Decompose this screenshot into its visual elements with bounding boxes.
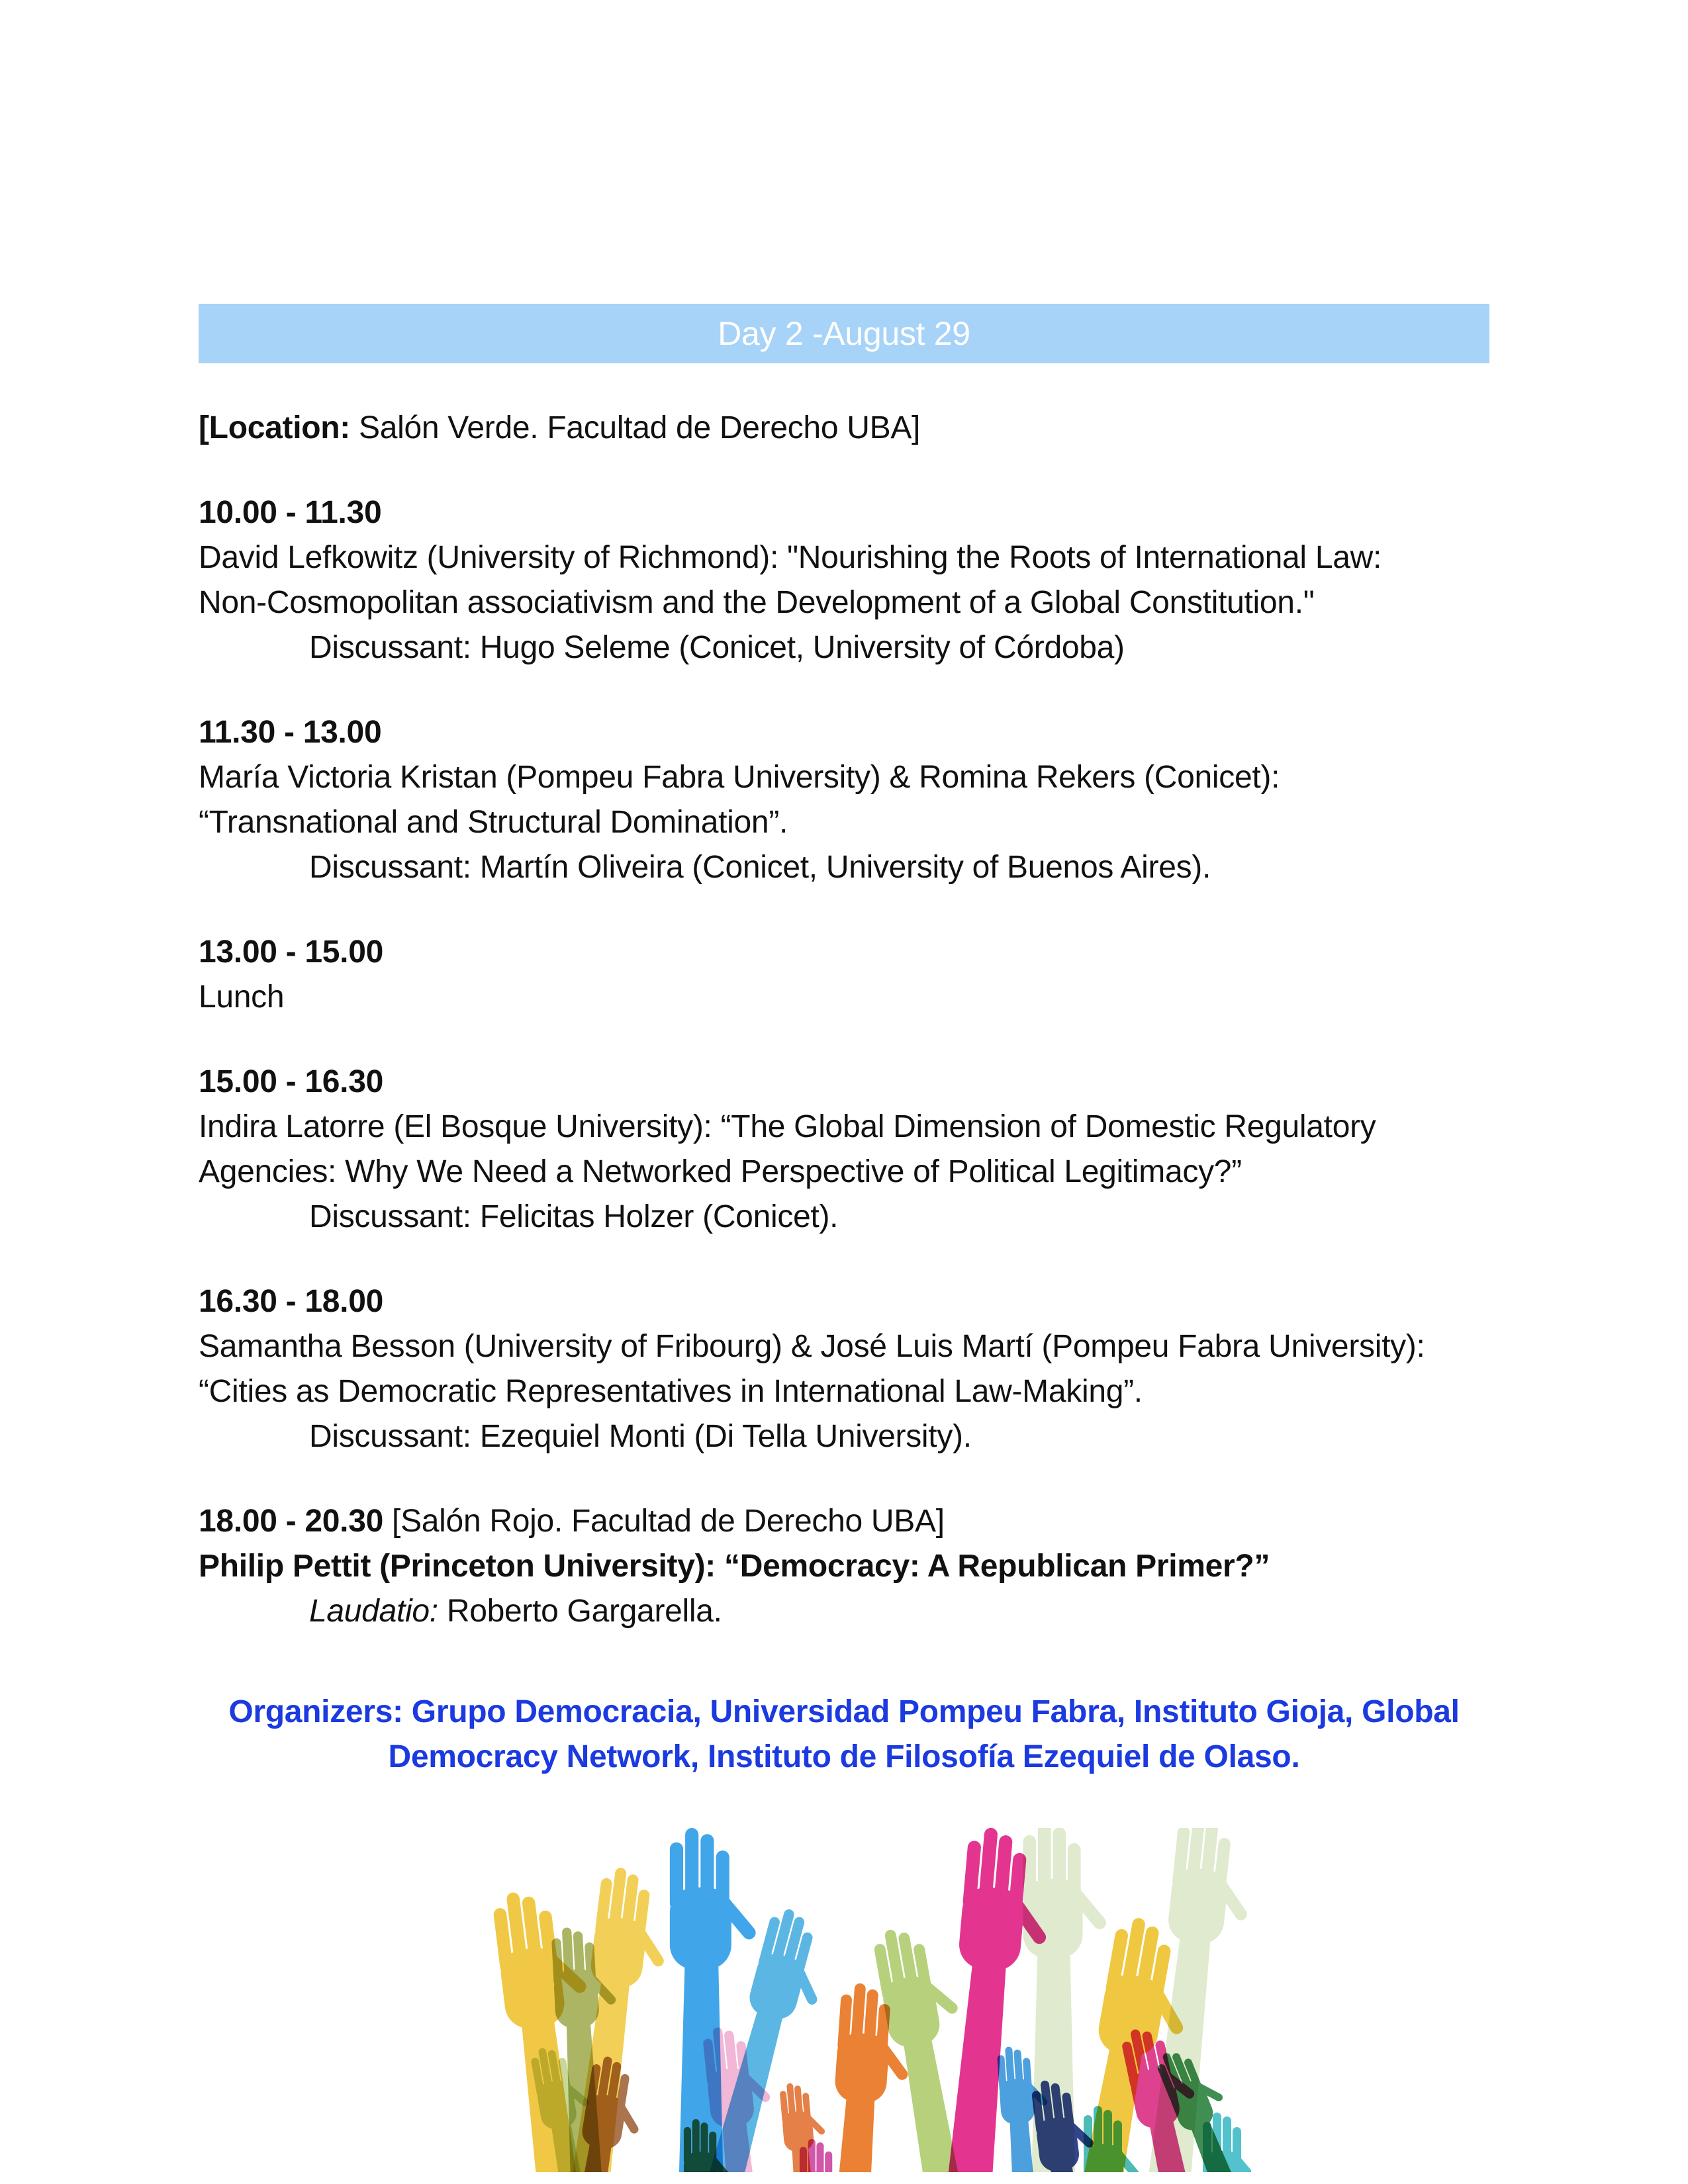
- session-time: 18.00 - 20.30: [199, 1504, 383, 1539]
- session-time: 10.00 - 11.30: [199, 495, 382, 530]
- session-time: 13.00 - 15.00: [199, 934, 383, 970]
- keynote-line: Philip Pettit (Princeton University): “Democracy: A Republican Primer?”: [199, 1549, 1270, 1584]
- discussant-line: Discussant: Ezequiel Monti (Di Tella University).: [309, 1419, 972, 1454]
- session-line: David Lefkowitz (University of Richmond): "Nourishing the Roots of International Law:: [199, 540, 1382, 575]
- session-line: Agencies: Why We Need a Networked Perspective of Political Legitimacy?”: [199, 1154, 1242, 1189]
- laudatio-label: Laudatio:: [309, 1594, 438, 1629]
- session-block-5: [199, 1279, 1489, 1459]
- location-value: Salón Verde. Facultad de Derecho UBA]: [350, 410, 921, 445]
- day-banner: [199, 304, 1489, 363]
- laudatio-line: [199, 1589, 1489, 1634]
- session-line: Non-Cosmopolitan associativism and the Development of a Global Constitution.": [199, 585, 1315, 620]
- session-block-2: [199, 710, 1489, 890]
- session-block-1: [199, 490, 1489, 670]
- session-line: “Cities as Democratic Representatives in International Law-Making”.: [199, 1374, 1143, 1409]
- location-label: [Location:: [199, 410, 350, 445]
- session-block-6: [199, 1499, 1489, 1634]
- session-time: 15.00 - 16.30: [199, 1064, 383, 1099]
- organizers-line: Democracy Network, Instituto de Filosofía Ezequiel de Olaso.: [388, 1739, 1300, 1774]
- session-line: María Victoria Kristan (Pompeu Fabra University) & Romina Rekers (Conicet):: [199, 760, 1280, 795]
- discussant-line: Discussant: Martín Oliveira (Conicet, University of Buenos Aires).: [309, 850, 1211, 885]
- session-time-line: [199, 1499, 1489, 1544]
- session-room: [Salón Rojo. Facultad de Derecho UBA]: [383, 1504, 945, 1539]
- day-banner-title: Day 2 -August 29: [718, 315, 970, 352]
- discussant-line: Discussant: Hugo Seleme (Conicet, University of Córdoba): [309, 630, 1125, 665]
- session-block-3: [199, 930, 1489, 1020]
- session-time: 11.30 - 13.00: [199, 715, 382, 750]
- session-line: Lunch: [199, 979, 285, 1015]
- raised-hands-illustration: [473, 1828, 1251, 2172]
- organizers-note: [199, 1690, 1489, 1780]
- schedule-content: [199, 363, 1489, 1780]
- organizers-line: Organizers: Grupo Democracia, Universidad Pompeu Fabra, Instituto Gioja, Global: [228, 1694, 1460, 1729]
- session-line: “Transnational and Structural Domination”.: [199, 805, 788, 840]
- laudatio-value: Roberto Gargarella.: [438, 1594, 722, 1629]
- session-block-4: [199, 1060, 1489, 1240]
- session-time: 16.30 - 18.00: [199, 1284, 383, 1319]
- location-line: [199, 406, 1489, 451]
- session-line: Samantha Besson (University of Fribourg) & José Luis Martí (Pompeu Fabra University):: [199, 1329, 1425, 1364]
- session-line: Indira Latorre (El Bosque University): “The Global Dimension of Domestic Regulatory: [199, 1109, 1376, 1144]
- discussant-line: Discussant: Felicitas Holzer (Conicet).: [309, 1199, 839, 1234]
